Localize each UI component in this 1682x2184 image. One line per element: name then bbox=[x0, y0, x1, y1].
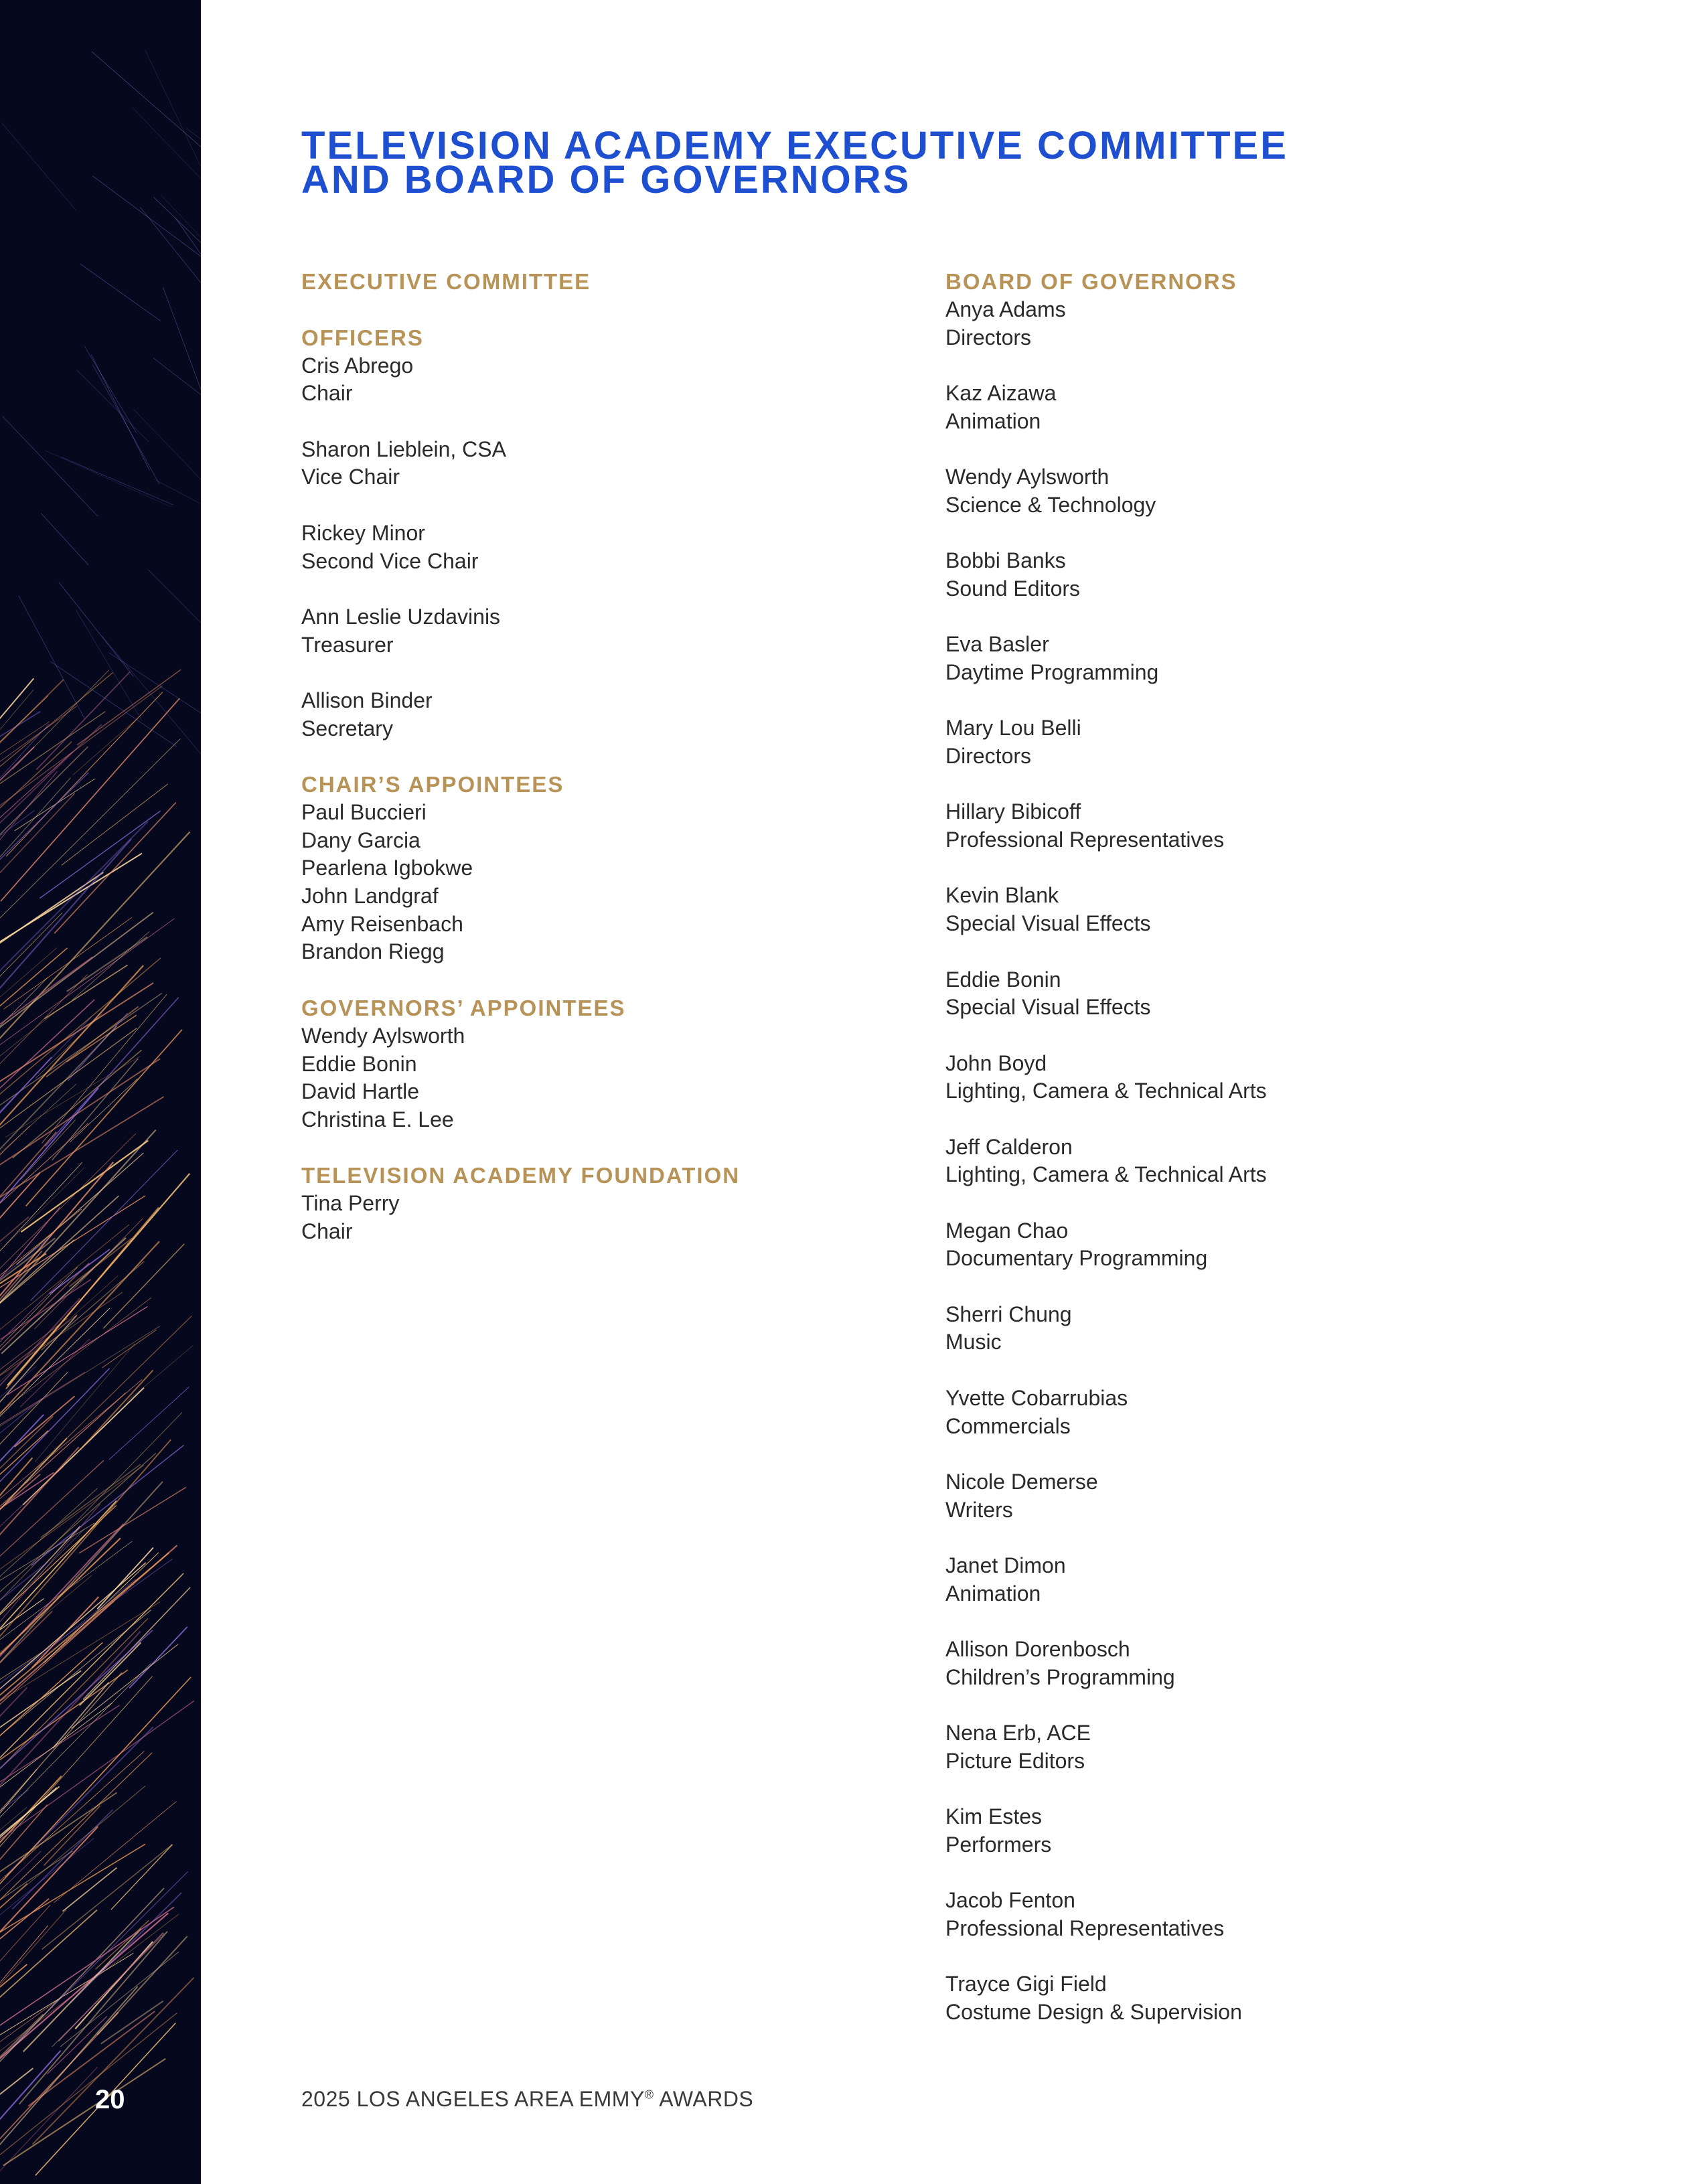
light-streak bbox=[61, 457, 173, 505]
light-streak bbox=[92, 52, 201, 153]
appointee-name: Wendy Aylsworth bbox=[301, 1023, 465, 1048]
light-streak bbox=[1, 698, 179, 901]
light-streak bbox=[0, 913, 153, 1051]
person-role: Chair bbox=[301, 381, 353, 406]
light-streak bbox=[0, 1701, 194, 1863]
member-name: Mary Lou Belli bbox=[945, 716, 1081, 740]
light-streak bbox=[41, 514, 88, 565]
member-peer-group: Documentary Programming bbox=[945, 1246, 1208, 1271]
light-streak bbox=[0, 1677, 191, 1921]
board-member-entry bbox=[945, 1803, 1548, 1859]
board-of-governors-heading: BOARD OF GOVERNORS bbox=[945, 269, 1237, 294]
light-streak bbox=[140, 207, 201, 306]
page-title-line-1: TELEVISION ACADEMY EXECUTIVE COMMITTEE bbox=[301, 124, 1288, 167]
light-streak bbox=[41, 1464, 141, 1537]
officer-entry bbox=[301, 603, 904, 659]
board-member-entry bbox=[945, 966, 1548, 1022]
light-streak bbox=[44, 1553, 159, 1663]
page-number: 20 bbox=[95, 2085, 125, 2114]
member-peer-group: Science & Technology bbox=[945, 492, 1156, 517]
board-members-list bbox=[945, 296, 1548, 2027]
member-name: Anya Adams bbox=[945, 297, 1066, 321]
light-streak bbox=[0, 1088, 98, 1210]
light-streak bbox=[54, 1802, 176, 1903]
member-name: Wendy Aylsworth bbox=[945, 465, 1110, 489]
light-streak bbox=[0, 1676, 153, 1869]
appointee-name: Brandon Riegg bbox=[301, 939, 445, 964]
light-streak bbox=[163, 287, 201, 406]
light-streak bbox=[0, 1964, 27, 2029]
decorative-sidebar bbox=[0, 0, 201, 2184]
light-streak bbox=[0, 1838, 94, 1991]
light-streak bbox=[1, 123, 76, 210]
light-streak bbox=[0, 2067, 98, 2184]
appointee-name: John Landgraf bbox=[301, 884, 439, 909]
board-member-entry bbox=[945, 296, 1548, 352]
board-member-entry bbox=[945, 1970, 1548, 2026]
light-streak bbox=[108, 653, 201, 734]
member-name: Kevin Blank bbox=[945, 883, 1059, 908]
registered-mark: ® bbox=[644, 2088, 654, 2102]
member-peer-group: Commercials bbox=[945, 1413, 1071, 1438]
light-streak bbox=[0, 983, 153, 1109]
light-streak bbox=[80, 264, 161, 321]
person-role: Vice Chair bbox=[301, 465, 400, 489]
light-streak bbox=[0, 1672, 122, 1861]
officer-entry bbox=[301, 352, 904, 408]
light-streak bbox=[53, 1683, 109, 1748]
appointee-name: Paul Buccieri bbox=[301, 800, 427, 824]
appointee-name: Christina E. Lee bbox=[301, 1107, 454, 1132]
light-streak bbox=[77, 370, 149, 442]
page-title-line-2: AND BOARD OF GOVERNORS bbox=[301, 158, 911, 202]
light-streak bbox=[47, 2016, 106, 2074]
light-streak bbox=[0, 1447, 79, 1539]
member-name: John Boyd bbox=[945, 1050, 1047, 1075]
light-streak bbox=[70, 1079, 137, 1142]
light-streak bbox=[0, 839, 131, 1045]
light-streak bbox=[0, 1753, 152, 1921]
light-streak bbox=[0, 1501, 117, 1691]
light-streak bbox=[0, 1751, 144, 1912]
light-streak bbox=[52, 1059, 138, 1160]
light-streak bbox=[40, 811, 160, 898]
person-role: Chair bbox=[301, 1219, 353, 1243]
light-streak bbox=[0, 1134, 136, 1286]
member-name: Kim Estes bbox=[945, 1804, 1043, 1829]
appointee-name: Dany Garcia bbox=[301, 828, 420, 852]
light-streak bbox=[0, 1618, 148, 1839]
light-streak bbox=[0, 711, 40, 755]
light-streak bbox=[23, 1929, 141, 2052]
member-name: Trayce Gigi Field bbox=[945, 1972, 1107, 1997]
member-peer-group: Professional Representatives bbox=[945, 1916, 1225, 1940]
light-streak bbox=[175, 218, 201, 347]
board-member-entry bbox=[945, 1468, 1548, 1524]
light-streak bbox=[0, 2015, 44, 2108]
board-member-entry bbox=[945, 1636, 1548, 1691]
member-peer-group: Directors bbox=[945, 325, 1032, 349]
light-streak bbox=[0, 1786, 145, 1965]
light-streak bbox=[15, 779, 95, 831]
light-streak bbox=[0, 690, 33, 891]
member-peer-group: Children’s Programming bbox=[945, 1664, 1175, 1689]
member-peer-group: Special Visual Effects bbox=[945, 995, 1151, 1020]
light-streak bbox=[97, 1548, 153, 1610]
member-peer-group: Directors bbox=[945, 744, 1032, 768]
member-peer-group: Costume Design & Supervision bbox=[945, 1999, 1242, 2024]
member-name: Jacob Fenton bbox=[945, 1888, 1075, 1913]
foundation-heading: TELEVISION ACADEMY FOUNDATION bbox=[301, 1163, 741, 1188]
light-streak bbox=[0, 1281, 62, 1345]
officers-heading: OFFICERS bbox=[301, 325, 424, 350]
executive-committee-column bbox=[301, 268, 904, 1246]
board-member-entry bbox=[945, 1887, 1548, 1942]
light-streak bbox=[0, 1012, 54, 1106]
page-title bbox=[301, 124, 1507, 202]
footer-text: 2025 LOS ANGELES AREA EMMY bbox=[301, 2087, 645, 2111]
board-member-entry bbox=[945, 463, 1548, 519]
board-member-entry bbox=[945, 714, 1548, 770]
member-name: Eva Basler bbox=[945, 632, 1049, 657]
officer-entry bbox=[301, 687, 904, 743]
light-streak bbox=[19, 596, 84, 718]
light-streak bbox=[6, 692, 163, 856]
member-peer-group: Picture Editors bbox=[945, 1748, 1085, 1773]
light-streak bbox=[84, 346, 137, 433]
member-name: Bobbi Banks bbox=[945, 548, 1066, 573]
member-peer-group: Animation bbox=[945, 1581, 1041, 1606]
appointee-name: David Hartle bbox=[301, 1079, 420, 1104]
board-member-entry bbox=[945, 1050, 1548, 1105]
person-name: Tina Perry bbox=[301, 1191, 400, 1216]
person-name: Cris Abrego bbox=[301, 353, 414, 378]
light-streak bbox=[21, 1141, 148, 1233]
board-member-entry bbox=[945, 1301, 1548, 1356]
light-streak bbox=[148, 570, 201, 643]
member-peer-group: Lighting, Camera & Technical Arts bbox=[945, 1162, 1267, 1187]
member-name: Kaz Aizawa bbox=[945, 381, 1057, 406]
light-streak bbox=[0, 1028, 137, 1129]
light-streak bbox=[0, 1573, 183, 1759]
footer-suffix: AWARDS bbox=[654, 2087, 754, 2111]
member-peer-group: Performers bbox=[945, 1832, 1052, 1857]
light-streak bbox=[36, 672, 130, 769]
member-name: Jeff Calderon bbox=[945, 1134, 1073, 1159]
board-member-entry bbox=[945, 1217, 1548, 1273]
light-streak bbox=[45, 451, 171, 507]
member-peer-group: Professional Representatives bbox=[945, 828, 1225, 852]
board-member-entry bbox=[945, 1552, 1548, 1608]
light-streak bbox=[34, 1316, 192, 1470]
member-peer-group: Music bbox=[945, 1330, 1002, 1354]
light-streak bbox=[127, 1345, 194, 1401]
light-streak bbox=[80, 1642, 141, 1705]
member-peer-group: Sound Editors bbox=[945, 576, 1081, 601]
light-streak bbox=[72, 931, 149, 1000]
light-streak bbox=[80, 1370, 153, 1450]
light-streak bbox=[0, 1926, 48, 2005]
member-name: Nena Erb, ACE bbox=[945, 1721, 1091, 1745]
member-peer-group: Writers bbox=[945, 1497, 1013, 1522]
member-name: Megan Chao bbox=[945, 1218, 1069, 1243]
light-streak bbox=[46, 1006, 139, 1077]
board-member-entry bbox=[945, 798, 1548, 854]
executive-committee-heading: EXECUTIVE COMMITTEE bbox=[301, 269, 591, 294]
light-streak bbox=[0, 742, 72, 872]
light-streak bbox=[186, 128, 201, 216]
light-streak bbox=[0, 822, 148, 996]
officer-entry bbox=[301, 520, 904, 575]
appointee-name: Pearlena Igbokwe bbox=[301, 856, 473, 880]
light-streak bbox=[145, 50, 201, 175]
light-streak bbox=[0, 738, 180, 919]
light-streak bbox=[28, 2011, 155, 2106]
officer-entry bbox=[301, 436, 904, 491]
light-streak bbox=[26, 1030, 182, 1206]
light-streak bbox=[0, 1953, 133, 2084]
board-member-entry bbox=[945, 1134, 1548, 1189]
light-streak bbox=[0, 2068, 33, 2124]
person-role: Treasurer bbox=[301, 632, 394, 657]
board-member-entry bbox=[945, 1719, 1548, 1775]
member-peer-group: Lighting, Camera & Technical Arts bbox=[945, 1079, 1267, 1103]
person-name: Allison Binder bbox=[301, 688, 433, 712]
footer-publication-title bbox=[301, 2084, 753, 2114]
person-role: Secretary bbox=[301, 716, 393, 740]
light-streak bbox=[50, 661, 177, 747]
member-name: Janet Dimon bbox=[945, 1553, 1066, 1577]
board-member-entry bbox=[945, 380, 1548, 435]
light-streak bbox=[129, 1627, 187, 1689]
light-streak bbox=[83, 1587, 190, 1699]
member-name: Hillary Bibicoff bbox=[945, 799, 1081, 824]
light-streak bbox=[0, 1416, 53, 1570]
member-peer-group: Animation bbox=[945, 408, 1041, 433]
light-streak bbox=[101, 2001, 163, 2044]
board-member-entry bbox=[945, 882, 1548, 937]
board-of-governors-column bbox=[945, 268, 1548, 2027]
light-streak bbox=[0, 680, 64, 840]
person-name: Sharon Lieblein, CSA bbox=[301, 437, 506, 461]
light-streak bbox=[62, 784, 168, 865]
light-streak bbox=[41, 1261, 144, 1350]
light-streak bbox=[0, 1851, 73, 1923]
light-streak bbox=[6, 1208, 159, 1389]
member-name: Nicole Demerse bbox=[945, 1469, 1098, 1494]
member-name: Sherri Chung bbox=[945, 1302, 1072, 1326]
board-member-entry bbox=[945, 1385, 1548, 1440]
board-member-entry bbox=[945, 547, 1548, 603]
light-streak bbox=[111, 1845, 173, 1909]
board-member-entry bbox=[945, 631, 1548, 686]
light-streak bbox=[44, 965, 127, 1018]
light-streak bbox=[46, 998, 179, 1146]
light-streak bbox=[69, 1238, 132, 1286]
member-name: Yvette Cobarrubias bbox=[945, 1385, 1128, 1410]
appointee-name: Amy Reisenbach bbox=[301, 911, 463, 936]
person-name: Rickey Minor bbox=[301, 520, 425, 545]
light-streak bbox=[0, 778, 70, 1022]
member-name: Eddie Bonin bbox=[945, 967, 1061, 992]
light-streak bbox=[0, 1611, 52, 1790]
light-streak bbox=[133, 409, 201, 525]
light-streak bbox=[1, 1238, 126, 1354]
light-streak bbox=[0, 1913, 168, 2108]
member-peer-group: Special Visual Effects bbox=[945, 911, 1151, 936]
light-streak bbox=[70, 1893, 181, 2003]
light-streak bbox=[0, 1372, 85, 1439]
appointee-name: Eddie Bonin bbox=[301, 1051, 417, 1076]
light-streak bbox=[0, 2013, 177, 2184]
light-streak bbox=[92, 365, 159, 484]
member-name: Allison Dorenbosch bbox=[945, 1637, 1130, 1661]
light-streaks-graphic bbox=[0, 0, 201, 2184]
light-streak bbox=[0, 1871, 188, 2063]
governors-appointees-heading: GOVERNORS’ APPOINTEES bbox=[301, 995, 626, 1020]
light-streak bbox=[59, 582, 134, 676]
light-streak bbox=[13, 1050, 142, 1158]
light-streak bbox=[0, 1670, 81, 1813]
light-streak bbox=[0, 1545, 177, 1737]
light-streak bbox=[154, 479, 201, 524]
member-peer-group: Daytime Programming bbox=[945, 659, 1159, 684]
person-role: Second Vice Chair bbox=[301, 548, 479, 573]
light-streak bbox=[60, 1952, 179, 2047]
chairs-appointees-heading: CHAIR’S APPOINTEES bbox=[301, 772, 564, 797]
light-streak bbox=[102, 1330, 157, 1368]
light-streak bbox=[0, 1632, 141, 1812]
light-streak bbox=[132, 107, 201, 224]
person-name: Ann Leslie Uzdavinis bbox=[301, 604, 501, 629]
light-streak bbox=[76, 610, 141, 720]
